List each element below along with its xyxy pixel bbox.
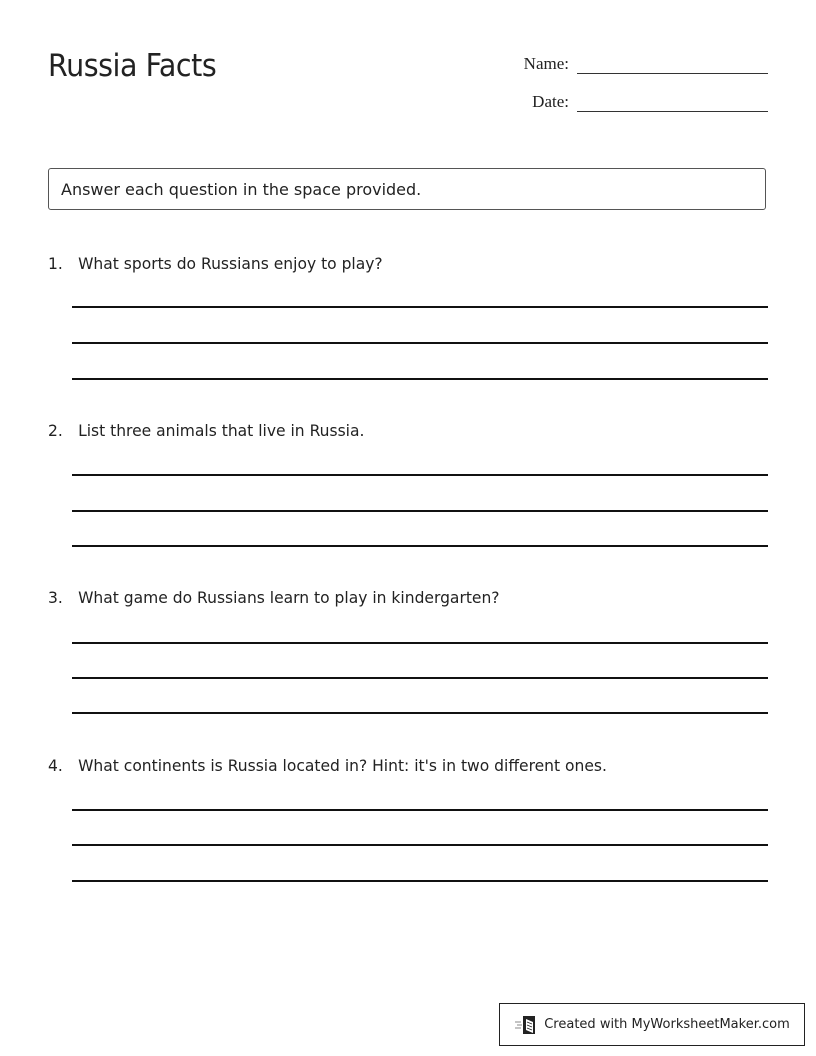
answer-line[interactable] — [72, 712, 768, 714]
instructions-box — [48, 168, 766, 210]
question-text: What sports do Russians enjoy to play? — [78, 253, 383, 273]
date-label: Date: — [532, 92, 569, 111]
answer-line[interactable] — [72, 880, 768, 882]
name-field — [524, 54, 768, 74]
answer-line[interactable] — [72, 510, 768, 512]
date-blank-line[interactable] — [577, 95, 768, 112]
question-number: 1. — [48, 253, 63, 273]
answer-line[interactable] — [72, 844, 768, 846]
page-title: Russia Facts — [48, 48, 217, 84]
instructions-text: Answer each question in the space provided. — [61, 179, 422, 199]
question-text: What continents is Russia located in? Hint: it's in two different ones. — [78, 755, 607, 775]
question-number: 4. — [48, 755, 63, 775]
answer-line[interactable] — [72, 474, 768, 476]
question-1 — [48, 252, 768, 274]
date-field — [532, 92, 768, 112]
question-number: 3. — [48, 587, 63, 607]
answer-line[interactable] — [72, 306, 768, 308]
name-label: Name: — [523, 54, 569, 73]
question-text: What game do Russians learn to play in kindergarten? — [78, 587, 500, 607]
answer-line[interactable] — [72, 642, 768, 644]
worksheet-logo-icon — [514, 1014, 538, 1036]
question-text: List three animals that live in Russia. — [78, 420, 365, 440]
name-blank-line[interactable] — [577, 57, 768, 74]
answer-line[interactable] — [72, 545, 768, 547]
question-number: 2. — [48, 420, 63, 440]
question-2 — [48, 419, 768, 441]
question-4 — [48, 754, 768, 776]
answer-line[interactable] — [72, 809, 768, 811]
answer-line[interactable] — [72, 677, 768, 679]
footer-badge[interactable] — [499, 1003, 805, 1046]
answer-line[interactable] — [72, 342, 768, 344]
answer-line[interactable] — [72, 378, 768, 380]
footer-text: Created with MyWorksheetMaker.com — [544, 1017, 790, 1032]
question-3 — [48, 586, 768, 608]
